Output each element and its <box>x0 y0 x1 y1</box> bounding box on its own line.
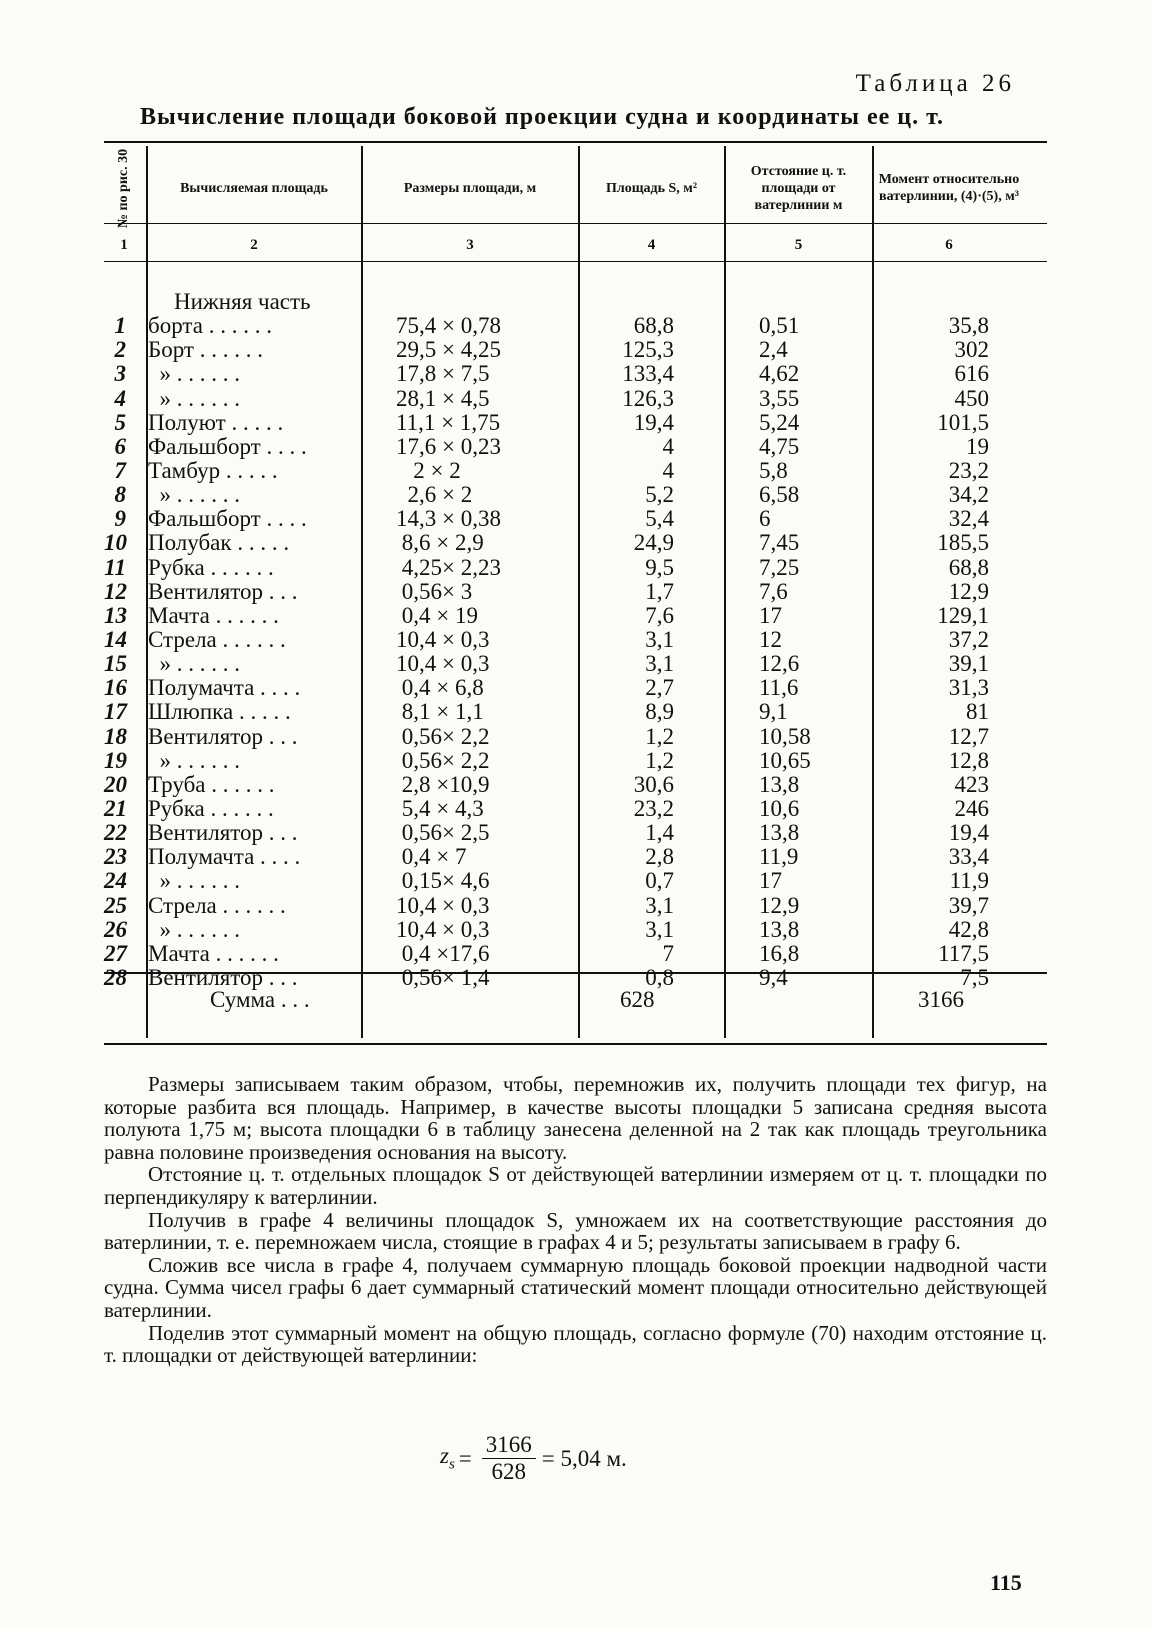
row-area: 9,5 <box>645 554 674 580</box>
row-dimensions: 4,25× 2,23 <box>396 554 501 580</box>
row-area-name: » . . . . . . <box>148 916 240 942</box>
header-cell-dimensions <box>363 152 577 224</box>
row-moment: 33,4 <box>948 844 989 870</box>
row-moment: 31,3 <box>948 675 989 701</box>
row-distance: 5,8 <box>759 457 788 483</box>
table-row <box>104 387 1047 411</box>
row-moment: 117,5 <box>938 940 989 966</box>
row-moment: 423 <box>954 771 989 797</box>
row-distance: 10,6 <box>759 795 800 821</box>
paragraph: Поделив этот суммарный момент на общую площадь, согласно формуле (70) находим отстояние ц. т. площадки от действующей ватерлинии: <box>104 1320 1047 1368</box>
header-cell-number <box>104 148 144 228</box>
header-cell-distance <box>726 152 871 224</box>
row-moment: 12,9 <box>948 578 989 604</box>
row-distance: 16,8 <box>759 940 800 966</box>
row-moment: 23,2 <box>948 457 989 483</box>
table-row <box>104 845 1047 869</box>
row-area: 3,1 <box>645 916 674 942</box>
row-number: 20 <box>104 771 127 797</box>
table-row <box>104 362 1047 386</box>
row-dimensions: 11,1 × 1,75 <box>396 409 501 435</box>
table-row <box>104 459 1047 483</box>
colnum-bottom-rule <box>104 261 1047 262</box>
row-moment: 81 <box>966 699 989 725</box>
row-area: 19,4 <box>633 409 674 435</box>
row-distance: 12,6 <box>759 651 800 677</box>
row-area: 8,9 <box>645 699 674 725</box>
row-number: 2 <box>114 337 126 363</box>
formula-var: z <box>440 1443 449 1469</box>
column-number: 6 <box>945 237 953 253</box>
row-moment: 12,7 <box>948 723 989 749</box>
row-area-name: Полумачта . . . . <box>148 844 301 870</box>
header-label: Площадь S, м² <box>605 180 698 196</box>
table-row <box>104 507 1047 531</box>
row-area: 1,2 <box>645 747 674 773</box>
row-area-name: Полуют . . . . . <box>148 409 284 435</box>
row-moment: 39,1 <box>948 651 989 677</box>
table-title: Вычисление площади боковой проекции судна и координаты ее ц. т. <box>140 104 945 130</box>
header-label: Отстояние ц. т. площади от ватерлинии м <box>750 163 847 213</box>
row-number: 12 <box>104 578 127 604</box>
row-dimensions: 8,6 × 2,9 <box>396 530 484 556</box>
table-row <box>104 435 1047 459</box>
row-number: 18 <box>104 723 127 749</box>
row-distance: 17 <box>759 602 782 628</box>
table-row <box>104 652 1047 676</box>
row-dimensions: 0,56× 2,2 <box>396 723 490 749</box>
row-area: 0,8 <box>645 964 674 990</box>
table-row <box>104 797 1047 821</box>
table-body <box>104 290 1047 990</box>
header-label: № по рис. 30 <box>116 148 132 228</box>
row-area: 24,9 <box>633 530 674 556</box>
column-number: 1 <box>120 237 128 253</box>
row-distance: 11,9 <box>759 844 799 870</box>
row-moment: 246 <box>954 795 989 821</box>
row-area-name: » . . . . . . <box>148 747 240 773</box>
row-distance: 5,24 <box>759 409 800 435</box>
table-row <box>104 604 1047 628</box>
row-dimensions: 29,5 × 4,25 <box>396 337 501 363</box>
row-dimensions: 0,4 ×17,6 <box>396 940 490 966</box>
row-area-name: Шлюпка . . . . . <box>148 699 291 725</box>
row-number: 24 <box>104 868 127 894</box>
row-area-name: борта . . . . . . <box>148 313 272 339</box>
row-area: 7,6 <box>645 602 674 628</box>
paragraph: Получив в графе 4 величины площадок S, умножаем их на соответствующие расстояния до ватерлинии, т. е. перемножаем числа, стоящие в графах 4 и 5; результаты записываем в графу 6. <box>104 1207 1047 1255</box>
formula-eq: = <box>458 1445 472 1471</box>
row-dimensions: 0,56× 3 <box>396 578 473 604</box>
row-distance: 7,6 <box>759 578 788 604</box>
table-top-rule <box>104 141 1047 143</box>
row-distance: 4,62 <box>759 361 800 387</box>
paragraph: Отстояние ц. т. отдельных площадок S от действующей ватерлинии измеряем от ц. т. площадки по перпендикуляру к ватерлинии. <box>104 1162 1047 1209</box>
row-distance: 12,9 <box>759 892 800 918</box>
row-distance: 7,25 <box>759 554 800 580</box>
row-area-name: Мачта . . . . . . <box>148 940 279 966</box>
row-distance: 10,58 <box>759 723 811 749</box>
row-dimensions: 5,4 × 4,3 <box>396 795 484 821</box>
row-area-name: Вентилятор . . . <box>148 723 298 749</box>
row-moment: 42,8 <box>948 916 989 942</box>
table-end-rule <box>104 1043 1047 1045</box>
row-area: 3,1 <box>645 892 674 918</box>
table-row <box>104 749 1047 773</box>
row-distance: 4,75 <box>759 433 800 459</box>
row-number: 22 <box>104 820 127 846</box>
row-number: 14 <box>104 626 127 652</box>
table-row <box>104 290 1047 314</box>
row-area: 5,2 <box>645 482 674 508</box>
row-area-name: Мачта . . . . . . <box>148 602 279 628</box>
row-moment: 19 <box>966 433 989 459</box>
row-number: 3 <box>114 361 126 387</box>
page-number: 115 <box>990 1570 1022 1595</box>
row-area: 30,6 <box>633 771 674 797</box>
row-number: 9 <box>114 506 126 532</box>
row-dimensions: 10,4 × 0,3 <box>396 892 490 918</box>
table-row <box>104 531 1047 555</box>
table-number: Таблица 26 <box>855 70 1015 97</box>
column-number: 4 <box>647 237 656 253</box>
table-row <box>104 918 1047 942</box>
row-area: 1,2 <box>645 723 674 749</box>
table-row <box>104 894 1047 918</box>
row-area: 2,7 <box>645 675 674 701</box>
row-area: 126,3 <box>622 385 674 411</box>
sum-moment: 3166 <box>918 987 964 1012</box>
row-dimensions: 75,4 × 0,78 <box>396 313 501 339</box>
row-area-name: Вентилятор . . . <box>148 578 298 604</box>
row-distance: 9,4 <box>759 964 788 990</box>
row-dimensions: 2 × 2 <box>396 457 461 483</box>
row-dimensions: 0,56× 1,4 <box>396 964 490 990</box>
row-number: 27 <box>104 940 127 966</box>
row-area: 125,3 <box>622 337 674 363</box>
header-label: Вычисляемая площадь <box>180 180 328 196</box>
row-number: 1 <box>114 313 126 339</box>
row-dimensions: 10,4 × 0,3 <box>396 916 490 942</box>
column-number: 5 <box>794 237 803 253</box>
row-area-name: Рубка . . . . . . <box>148 554 274 580</box>
row-number: 25 <box>104 892 127 918</box>
header-cell-moment <box>874 152 1024 224</box>
row-number: 26 <box>104 916 127 942</box>
row-number: 21 <box>104 795 127 821</box>
table-row <box>104 628 1047 652</box>
row-number: 8 <box>114 482 126 508</box>
row-dimensions: 0,15× 4,6 <box>396 868 490 894</box>
row-moment: 39,7 <box>948 892 989 918</box>
row-area-name: Вентилятор . . . <box>148 964 298 990</box>
row-moment: 32,4 <box>948 506 989 532</box>
row-distance: 11,6 <box>759 675 799 701</box>
row-area: 3,1 <box>645 626 674 652</box>
table-row <box>104 773 1047 797</box>
row-number: 19 <box>104 747 127 773</box>
table-row <box>104 580 1047 604</box>
row-area: 1,4 <box>645 820 674 846</box>
row-number: 15 <box>104 651 127 677</box>
row-dimensions: 0,56× 2,2 <box>396 747 490 773</box>
row-distance: 12 <box>759 626 782 652</box>
row-area-name: Полубак . . . . . <box>148 530 290 556</box>
row-dimensions: 2,6 × 2 <box>396 482 473 508</box>
row-distance: 17 <box>759 868 782 894</box>
row-area-name: Стрела . . . . . . <box>148 892 286 918</box>
row-dimensions: 0,4 × 19 <box>396 602 478 628</box>
header-cell-area-name <box>148 152 360 224</box>
row-number: 4 <box>114 385 126 411</box>
header-cell-area <box>580 152 723 224</box>
table-row <box>104 725 1047 749</box>
formula-sub: s <box>448 1456 455 1473</box>
header-label: Размеры площади, м <box>403 180 537 196</box>
row-area-name: Тамбур . . . . . <box>148 457 278 483</box>
sum-area: 628 <box>620 987 655 1012</box>
row-area: 3,1 <box>645 651 674 677</box>
table-row <box>104 869 1047 893</box>
row-dimensions: 28,1 × 4,5 <box>396 385 490 411</box>
row-moment: 11,9 <box>949 868 989 894</box>
row-number: 17 <box>104 699 127 725</box>
row-area: 133,4 <box>622 361 674 387</box>
row-area-name: Фальшборт . . . . <box>148 506 307 532</box>
formula-numerator: 3166 <box>482 1432 536 1459</box>
row-area: 2,8 <box>645 844 674 870</box>
row-area-name: Рубка . . . . . . <box>148 795 274 821</box>
row-moment: 450 <box>954 385 989 411</box>
table-row <box>104 942 1047 966</box>
row-dimensions: 17,8 × 7,5 <box>396 361 490 387</box>
formula-result: = 5,04 м. <box>541 1445 627 1471</box>
row-dimensions: 17,6 × 0,23 <box>396 433 501 459</box>
table-row <box>104 483 1047 507</box>
row-dimensions: 0,56× 2,5 <box>396 820 490 846</box>
header-label: Момент относительно ватерлинии, (4)·(5), м³ <box>878 172 1020 204</box>
row-area-name: Полумачта . . . . <box>148 675 301 701</box>
table-row <box>104 676 1047 700</box>
row-number: 6 <box>114 433 126 459</box>
row-dimensions: 10,4 × 0,3 <box>396 651 490 677</box>
row-area: 23,2 <box>633 795 674 821</box>
paragraph: Размеры записываем таким образом, чтобы, перемножив их, получить площади тех фигур, на которые разбита вся площадь. Например, в качестве высоты площадки 5 записана средняя высота полуюта 1,75 м; высота площадки 6 в таблицу занесена деленной на 2 так как площадь треугольника равна половине произведения основания на высоту. <box>104 1072 1047 1164</box>
row-number: 10 <box>104 530 127 556</box>
row-distance: 13,8 <box>759 771 800 797</box>
row-number: 13 <box>104 602 127 628</box>
row-area-name: » . . . . . . <box>148 868 240 894</box>
body-text <box>104 1073 1047 1367</box>
row-distance: 7,45 <box>759 530 800 556</box>
row-distance: 9,1 <box>759 699 788 725</box>
row-area-name: » . . . . . . <box>148 651 240 677</box>
row-area-name: Фальшборт . . . . <box>148 433 307 459</box>
row-moment: 68,8 <box>948 554 989 580</box>
row-dimensions: 14,3 × 0,38 <box>396 506 501 532</box>
row-moment: 616 <box>954 361 989 387</box>
row-distance: 2,4 <box>759 337 788 363</box>
row-area: 5,4 <box>645 506 674 532</box>
row-dimensions: 0,4 × 7 <box>396 844 467 870</box>
row-number: 7 <box>114 457 126 483</box>
sum-label: Сумма . . . <box>210 987 310 1012</box>
row-number: 23 <box>104 844 127 870</box>
table-row <box>104 821 1047 845</box>
row-moment: 101,5 <box>937 409 989 435</box>
row-moment: 37,2 <box>948 626 989 652</box>
table-row <box>104 314 1047 338</box>
row-dimensions: 10,4 × 0,3 <box>396 626 490 652</box>
row-area-name: » . . . . . . <box>148 482 240 508</box>
row-distance: 0,51 <box>759 313 800 339</box>
table-row <box>104 411 1047 435</box>
column-number: 2 <box>250 237 258 253</box>
row-area: 7 <box>662 940 674 966</box>
table-row <box>104 700 1047 724</box>
row-distance: 13,8 <box>759 916 800 942</box>
row-dimensions: 0,4 × 6,8 <box>396 675 484 701</box>
row-number: 5 <box>114 409 126 435</box>
row-area-name: » . . . . . . <box>148 361 240 387</box>
row-area: 0,7 <box>645 868 674 894</box>
row-number: 16 <box>104 675 127 701</box>
row-moment: 129,1 <box>937 602 989 628</box>
paragraph: Сложив все числа в графе 4, получаем суммарную площадь боковой проекции надводной части судна. Сумма чисел графы 6 дает суммарный статический момент площади относительно действующей ватерлинии. <box>104 1252 1047 1322</box>
row-number: 11 <box>104 554 126 580</box>
row-area-name: Труба . . . . . . <box>148 771 275 797</box>
row-moment: 35,8 <box>948 313 989 339</box>
column-number: 3 <box>466 237 474 253</box>
row-area: 4 <box>662 457 674 483</box>
row-area: 68,8 <box>633 313 674 339</box>
row-distance: 6,58 <box>759 482 800 508</box>
row-dimensions: 8,1 × 1,1 <box>396 699 484 725</box>
formula-denominator: 628 <box>491 1459 527 1484</box>
row-moment: 12,8 <box>948 747 989 773</box>
table-row <box>104 556 1047 580</box>
row-dimensions: 2,8 ×10,9 <box>396 771 490 797</box>
table-row <box>104 338 1047 362</box>
row-area-name: Нижняя часть <box>174 289 311 314</box>
row-distance: 13,8 <box>759 820 800 846</box>
row-area: 1,7 <box>645 578 674 604</box>
row-moment: 302 <box>954 337 989 363</box>
row-area-name: Вентилятор . . . <box>148 820 298 846</box>
row-moment: 185,5 <box>937 530 989 556</box>
row-area: 4 <box>662 433 674 459</box>
row-area-name: Стрела . . . . . . <box>148 626 286 652</box>
row-moment: 19,4 <box>948 820 989 846</box>
formula <box>440 1432 627 1485</box>
row-area-name: Борт . . . . . . <box>148 337 263 363</box>
row-number: 28 <box>104 964 127 990</box>
formula-fraction <box>482 1432 536 1485</box>
row-distance: 3,55 <box>759 385 800 411</box>
row-moment: 7,5 <box>960 964 989 990</box>
row-distance: 6 <box>759 506 771 532</box>
row-moment: 34,2 <box>948 482 989 508</box>
formula-lhs <box>440 1443 455 1474</box>
row-area-name: » . . . . . . <box>148 385 240 411</box>
row-distance: 10,65 <box>759 747 811 773</box>
